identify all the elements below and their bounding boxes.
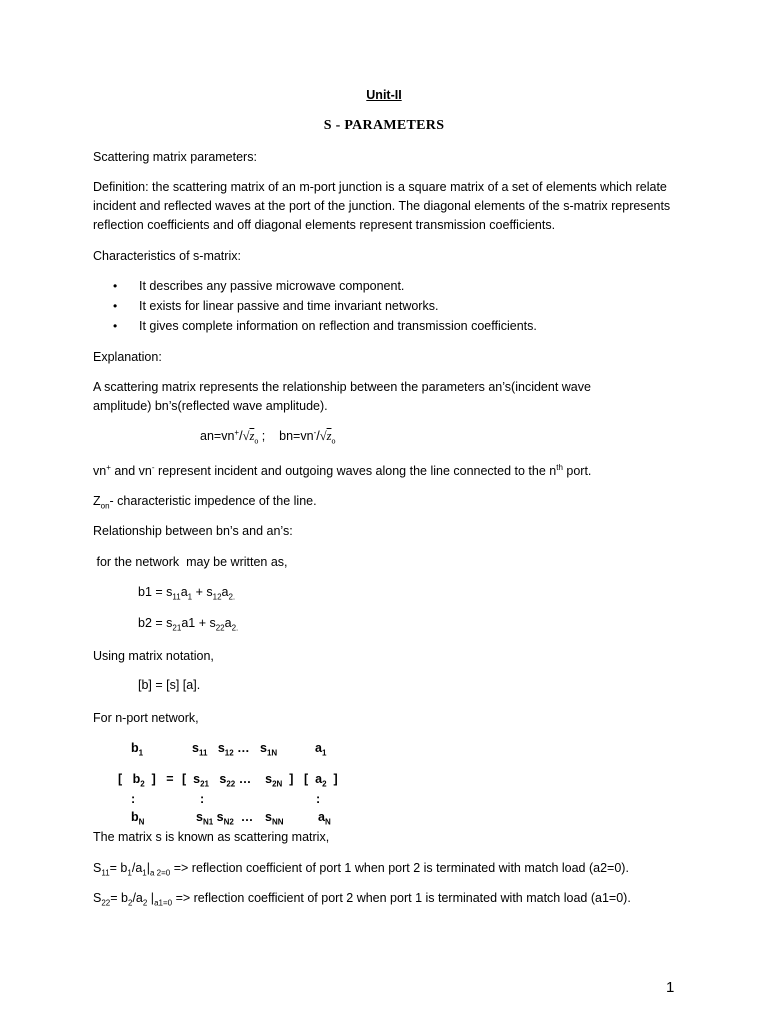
bullet-item [113, 317, 713, 336]
equation-b1: $b1 = s_{11}a_1 + s_{12}a_{2.}$ [138, 585, 236, 602]
bullet-text: It gives complete information on reflection and transmission coefficients. [139, 319, 537, 333]
explanation-line-2: amplitude) bn’s(reflected wave amplitude). [93, 399, 328, 413]
page-number: 1 [666, 979, 675, 996]
bn-expression: bn=vn [279, 429, 314, 443]
definition-paragraph: Definition: the scattering matrix of an m-port junction is a square matrix of a set of elements which relate incident and reflected waves at the port of the junction. The diagonal elements of the s-matrix represents reflection coefficients and off diagonal elements represent transmission coefficients. [93, 180, 671, 232]
equation-b2: $b2 = s_{21}a1 + s_{22}a_{2.}$ [138, 616, 239, 633]
sqrt-z: $√z_o$ [242, 429, 259, 446]
matrix-notation: [b] = [s] [a]. [138, 678, 201, 692]
bullet-icon: • [113, 279, 118, 293]
vn-line: vn+ and vn- represent incident and outgoing waves along the line connected to the $n^{th}$ port. [93, 462, 592, 478]
zon-line: $Z_{on}-$ characteristic impedence of the line. [93, 494, 317, 511]
heading-characteristics: Characteristics of s-matrix: [93, 249, 241, 263]
bullet-text: It describes any passive microwave component. [139, 279, 405, 293]
heading-matrix-notation: Using matrix notation, [93, 649, 214, 663]
s11-line: $S_{11}= b_1/a_1|_{a 2=0}$ => reflection coefficient of port 1 when port 2 is terminated with match load (a2=0). [93, 861, 629, 878]
sqrt-z: $√z_o$ [319, 429, 336, 446]
bullet-icon: • [113, 319, 118, 333]
heading-scattering: Scattering matrix parameters: [93, 150, 257, 164]
wave-equation: $an=vn^+/√z_o$ ; $bn=vn^-/√z_o$ [200, 427, 336, 446]
an-expression: an=vn [200, 429, 235, 443]
plus-sup: + [234, 427, 240, 437]
bullet-text: It exists for linear passive and time invariant networks. [139, 299, 439, 313]
bullet-item [113, 297, 713, 316]
heading-explanation: Explanation: [93, 350, 162, 364]
minus-sup: - [313, 427, 317, 437]
bullet-icon: • [113, 299, 118, 313]
heading-nport: For n-port network, [93, 711, 199, 725]
bullet-item [113, 277, 713, 296]
unit-heading: Unit-II [366, 88, 402, 102]
page-title: S - PARAMETERS [323, 118, 445, 133]
heading-relationship: Relationship between bn’s and an’s: [93, 524, 293, 538]
separator: ; [258, 429, 280, 443]
network-line: for the network may be written as, [93, 555, 288, 569]
s22-line: $S_{22}= b_2/a_2$ $|_{a1=0}$ => reflection coefficient of port 2 when port 1 is terminated with match load (a1=0). [93, 891, 631, 908]
explanation-line-1: A scattering matrix represents the relationship between the parameters an’s(incident wave [93, 380, 591, 394]
matrix-named-line: The matrix s is known as scattering matrix, [93, 830, 330, 844]
